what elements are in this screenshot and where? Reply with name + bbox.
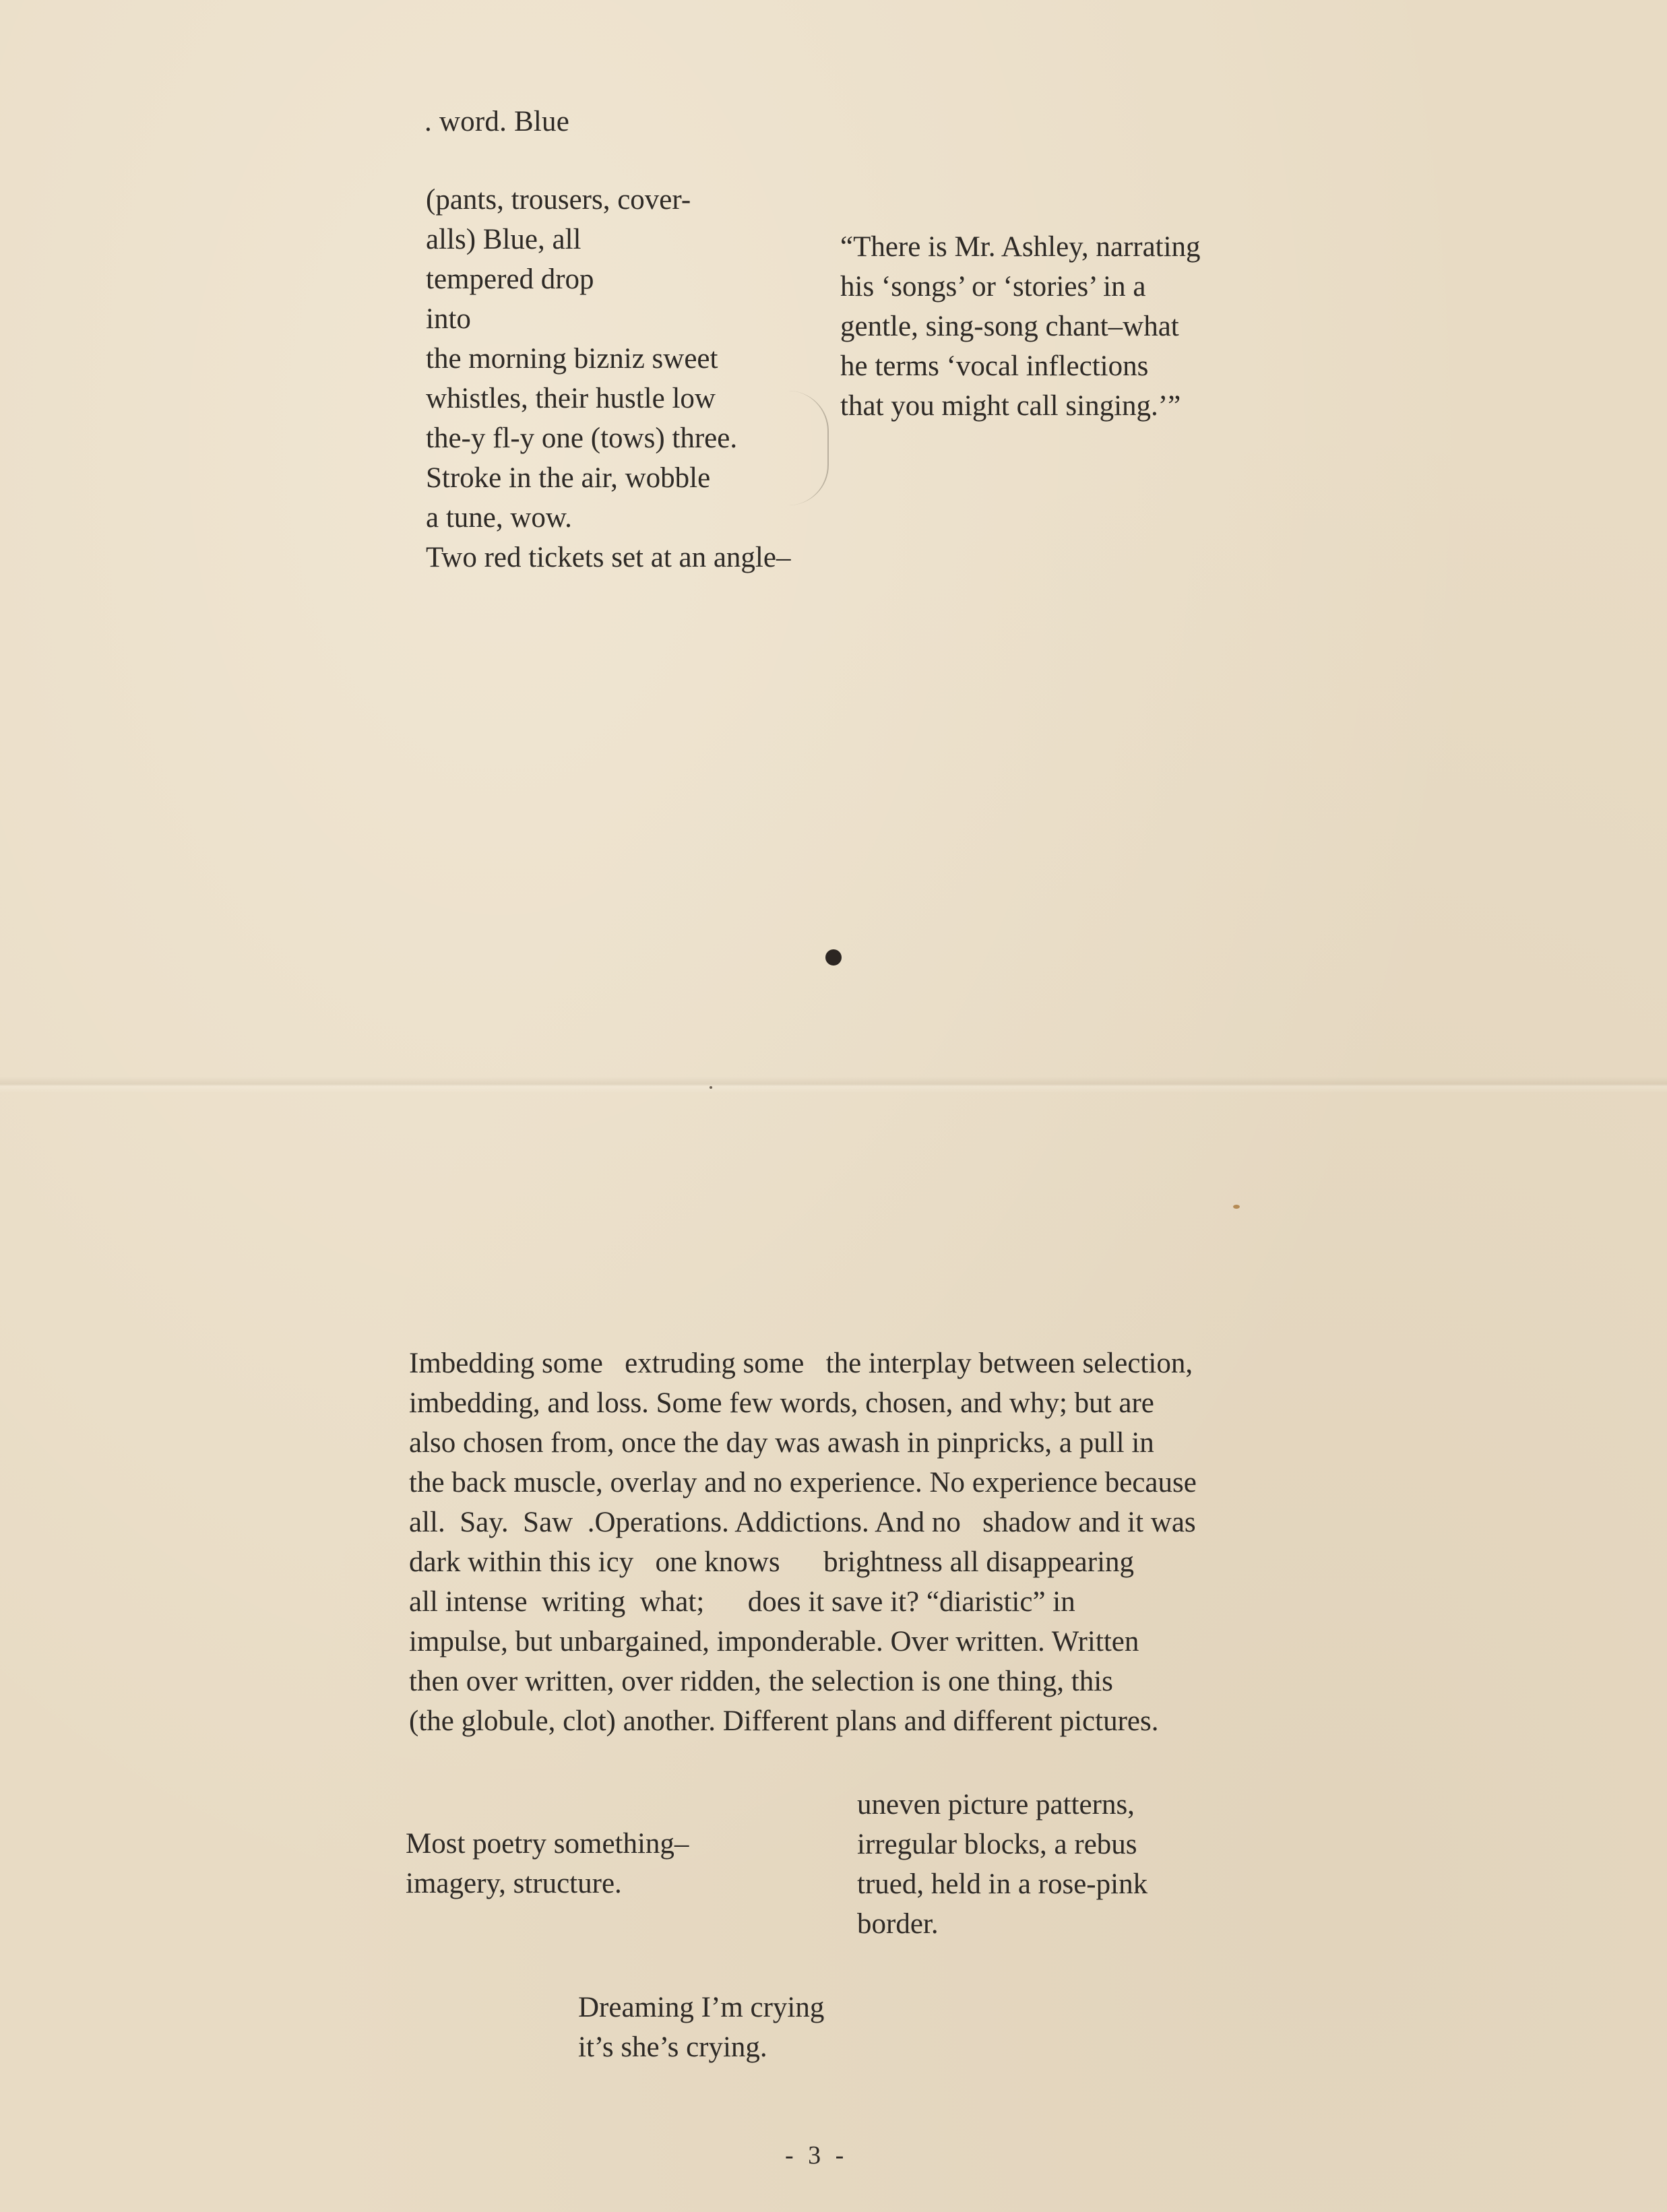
stanza-line: imagery, structure. xyxy=(406,1868,622,1899)
poem-left-line: whistles, their hustle low xyxy=(426,383,716,414)
poem-left-line: Two red tickets set at an angle– xyxy=(426,542,791,573)
stanza-line: uneven picture patterns, xyxy=(857,1789,1135,1821)
quote-line: “There is Mr. Ashley, narrating xyxy=(840,231,1201,263)
prose-line: all intense writing what; does it save it? “diaristic” in xyxy=(409,1586,1075,1618)
stanza-line: trued, held in a rose-pink xyxy=(857,1868,1148,1900)
quote-line: gentle, sing-song chant–what xyxy=(840,311,1179,342)
prose-line: all. Say. Saw .Operations. Addictions. And no shadow and it was xyxy=(409,1507,1196,1538)
dream-stanza xyxy=(578,1988,824,2067)
opening-line: . word. Blue xyxy=(424,106,569,137)
stanza-line: Most poetry something– xyxy=(406,1828,689,1860)
prose-paragraph xyxy=(409,1344,1197,1741)
poem-left-column xyxy=(426,180,790,577)
prose-line: then over written, over ridden, the selection is one thing, this xyxy=(409,1666,1113,1697)
paper-speck xyxy=(1233,1205,1240,1209)
poem-left-line: the morning bizniz sweet xyxy=(426,343,718,375)
prose-line: also chosen from, once the day was awash in pinpricks, a pull in xyxy=(409,1427,1154,1459)
prose-line: (the globule, clot) another. Different plans and different pictures. xyxy=(409,1705,1159,1737)
prose-line: imbedding, and loss. Some few words, chosen, and why; but are xyxy=(409,1387,1154,1419)
quote-line: his ‘songs’ or ‘stories’ in a xyxy=(840,271,1146,303)
poem-left-line: into xyxy=(426,303,471,335)
poem-left-line: Stroke in the air, wobble xyxy=(426,462,711,494)
poem-left-line: (pants, trousers, cover- xyxy=(426,184,691,216)
prose-line: Imbedding some extruding some the interplay between selection, xyxy=(409,1348,1193,1379)
quote-line: that you might call singing.’” xyxy=(840,390,1181,422)
stanza-line: border. xyxy=(857,1908,939,1940)
prose-line: the back muscle, overlay and no experience. No experience because xyxy=(409,1467,1197,1498)
page-fold-crease xyxy=(0,1077,1667,1093)
poem-left-line: alls) Blue, all xyxy=(426,224,581,255)
prose-line: impulse, but unbargained, imponderable. Over written. Written xyxy=(409,1626,1139,1657)
stanza-line: it’s she’s crying. xyxy=(578,2031,767,2063)
paper-speck xyxy=(710,1086,712,1089)
pair-right-stanza xyxy=(857,1785,1147,1944)
stanza-line: Dreaming I’m crying xyxy=(578,1992,825,2023)
stanza-line: irregular blocks, a rebus xyxy=(857,1829,1137,1860)
poem-left-line: a tune, wow. xyxy=(426,502,572,534)
poem-left-line: the-y fl-y one (tows) three. xyxy=(426,422,738,454)
pair-left-stanza xyxy=(406,1824,689,1903)
quote-line: he terms ‘vocal inflections xyxy=(840,350,1149,382)
quote-right-column xyxy=(840,227,1201,426)
page-number: - 3 - xyxy=(785,2141,848,2170)
prose-line: dark within this icy one knows brightness all disappearing xyxy=(409,1546,1135,1578)
poem-left-line: tempered drop xyxy=(426,263,594,295)
center-dot-ornament xyxy=(825,949,842,966)
